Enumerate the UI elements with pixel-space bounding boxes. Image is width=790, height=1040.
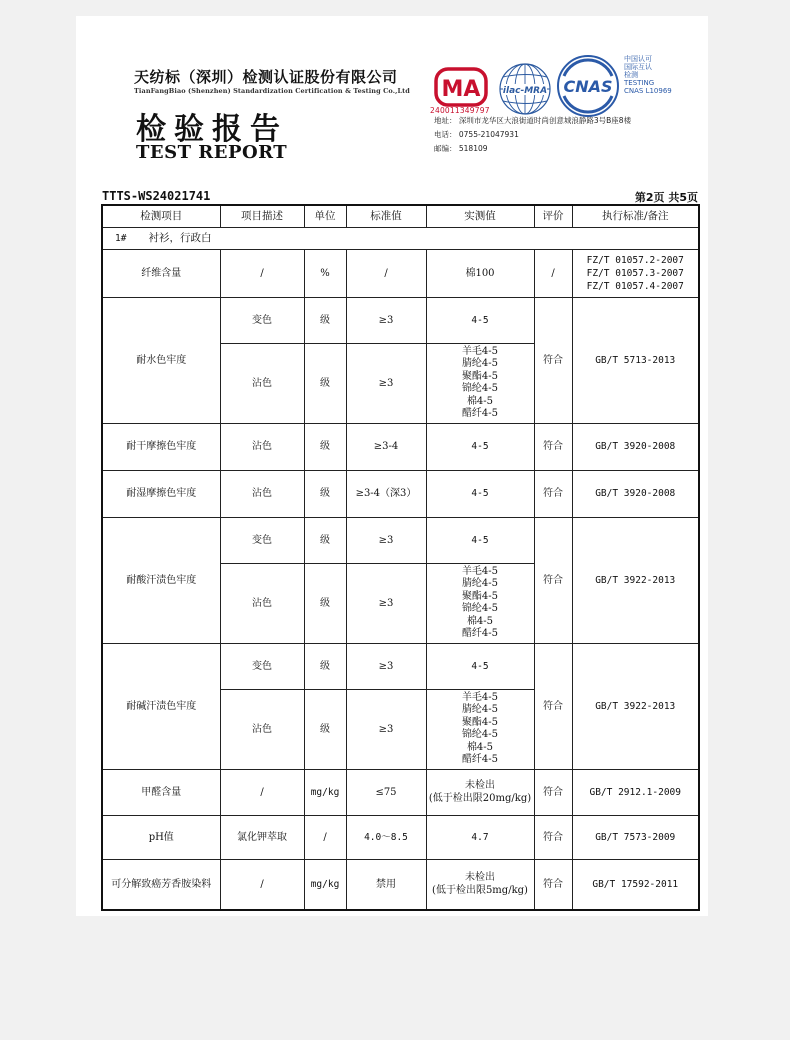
test-item: 耐水色牢度 — [102, 297, 220, 423]
cnas-logo-text: CNAS — [563, 77, 613, 96]
measured-value: 4-5 — [426, 423, 534, 470]
cnas-info — [624, 55, 672, 95]
stain-result: 醋纤4-5 — [461, 408, 499, 419]
standard-value: ≥3-4（深3） — [346, 470, 426, 517]
test-item: 纤维含量 — [102, 249, 220, 297]
page-indicator: 第2页 共5页 — [634, 191, 698, 204]
company-name-cn: 天纺标（深圳）检测认证股份有限公司 — [134, 68, 398, 86]
unit: 级 — [304, 563, 346, 643]
result-line: 未检出 — [465, 780, 495, 791]
test-method: GB/T 3922-2013 — [572, 643, 699, 769]
test-method: GB/T 17592-2011 — [572, 859, 699, 910]
unit: 级 — [304, 517, 346, 563]
item-description: 氯化钾萃取 — [220, 815, 304, 859]
stain-result: 棉4-5 — [466, 615, 494, 627]
cma-number: 240011349797 — [430, 106, 490, 115]
measured-value: 4-5 — [426, 470, 534, 517]
cnas-line: 中国认可 — [624, 55, 652, 63]
evaluation: 符合 — [534, 297, 572, 423]
standard-value: ≥3 — [346, 297, 426, 343]
table-row — [102, 249, 699, 297]
stain-result: 腈纶4-5 — [461, 704, 499, 715]
evaluation: 符合 — [534, 423, 572, 470]
stain-result: 棉4-5 — [466, 395, 494, 407]
measured-value: 4-5 — [426, 297, 534, 343]
method-line: FZ/T 01057.3-2007 — [586, 267, 684, 279]
test-item: 耐碱汗渍色牢度 — [102, 643, 220, 769]
report-number: TTTS-WS24021741 — [102, 189, 211, 203]
test-method: GB/T 3922-2013 — [572, 517, 699, 643]
test-method — [572, 249, 699, 297]
measured-value — [426, 343, 534, 423]
item-description: 沾色 — [220, 423, 304, 470]
test-item: 耐湿摩擦色牢度 — [102, 470, 220, 517]
measured-value — [426, 563, 534, 643]
address: 地址： 深圳市龙华区大浪街道时尚创意城浪静路3号B座8楼 — [434, 116, 632, 125]
evaluation: 符合 — [534, 643, 572, 769]
item-description: 沾色 — [220, 470, 304, 517]
standard-value: ≥3 — [346, 343, 426, 423]
standard-value: ≤75 — [346, 769, 426, 815]
measured-value: 4-5 — [426, 517, 534, 563]
stain-result: 羊毛4-5 — [461, 691, 499, 703]
test-item: 耐干摩擦色牢度 — [102, 423, 220, 470]
phone: 电话： 0755-21047931 — [434, 130, 519, 139]
test-method: GB/T 2912.1-2009 — [572, 769, 699, 815]
cma-logo-icon — [432, 66, 490, 110]
unit: 级 — [304, 297, 346, 343]
stain-result: 聚酯4-5 — [461, 716, 499, 728]
ilac-logo-text: ilac-MRA — [502, 86, 548, 96]
contact-info — [434, 110, 631, 156]
stain-result: 聚酯4-5 — [461, 370, 499, 382]
standard-value: ≥3 — [346, 563, 426, 643]
standard-value: ≥3 — [346, 689, 426, 769]
sample-row — [102, 227, 699, 249]
stain-result: 聚酯4-5 — [461, 590, 499, 602]
test-method: GB/T 3920-2008 — [572, 423, 699, 470]
item-description: / — [220, 249, 304, 297]
unit: 级 — [304, 643, 346, 689]
method-line: FZ/T 01057.2-2007 — [586, 254, 684, 266]
col-header: 执行标准/备注 — [572, 205, 699, 227]
cnas-line: CNAS L10969 — [624, 87, 672, 95]
stain-result: 腈纶4-5 — [461, 578, 499, 589]
sample-info — [102, 227, 699, 249]
unit: / — [304, 815, 346, 859]
test-item: 可分解致癌芳香胺染料 — [102, 859, 220, 910]
col-header: 标准值 — [346, 205, 426, 227]
report-title-cn: 检验报告 — [136, 112, 288, 147]
item-description: / — [220, 769, 304, 815]
measured-value: 棉100 — [426, 249, 534, 297]
evaluation: 符合 — [534, 517, 572, 643]
item-description: 沾色 — [220, 343, 304, 423]
test-results-table — [101, 204, 700, 911]
standard-value: / — [346, 249, 426, 297]
measured-value: 4-5 — [426, 643, 534, 689]
measured-value — [426, 689, 534, 769]
cma-logo-text: MA — [441, 77, 481, 102]
unit: % — [304, 249, 346, 297]
stain-result: 腈纶4-5 — [461, 358, 499, 369]
cnas-line: TESTING — [624, 79, 655, 87]
standard-value: ≥3 — [346, 643, 426, 689]
stain-result: 醋纤4-5 — [461, 754, 499, 765]
test-item: pH值 — [102, 815, 220, 859]
test-method: GB/T 5713-2013 — [572, 297, 699, 423]
stain-result: 羊毛4-5 — [461, 565, 499, 577]
result-line: (低于检出限5mg/kg) — [432, 885, 528, 897]
table-header-row — [102, 205, 699, 227]
stain-result: 棉4-5 — [466, 741, 494, 753]
method-line: FZ/T 01057.4-2007 — [586, 280, 684, 292]
standard-value: ≥3-4 — [346, 423, 426, 470]
evaluation: 符合 — [534, 769, 572, 815]
col-header: 检测项目 — [102, 205, 220, 227]
table-row — [102, 470, 699, 517]
measured-value — [426, 859, 534, 910]
standard-value: 禁用 — [346, 859, 426, 910]
item-description: 沾色 — [220, 563, 304, 643]
measured-value: 4.7 — [426, 815, 534, 859]
cnas-logo-icon — [556, 54, 620, 118]
test-method: GB/T 3920-2008 — [572, 470, 699, 517]
stain-result: 醋纤4-5 — [461, 628, 499, 639]
col-header: 评价 — [534, 205, 572, 227]
unit: 级 — [304, 423, 346, 470]
test-item: 甲醛含量 — [102, 769, 220, 815]
col-header: 实测值 — [426, 205, 534, 227]
sample-number: 1# — [115, 232, 127, 244]
result-line: 未检出 — [465, 872, 495, 884]
company-name-en: TianFangBiao (Shenzhen) Standardization Certification & Testing Co.,Ltd — [134, 87, 410, 95]
unit: 级 — [304, 343, 346, 423]
evaluation: 符合 — [534, 470, 572, 517]
test-method: GB/T 7573-2009 — [572, 815, 699, 859]
item-description: 变色 — [220, 297, 304, 343]
test-item: 耐酸汗渍色牢度 — [102, 517, 220, 643]
stain-result: 锦纶4-5 — [461, 729, 499, 740]
table-row — [102, 423, 699, 470]
table-row — [102, 815, 699, 859]
stain-result: 锦纶4-5 — [461, 603, 499, 614]
report-title-en: TEST REPORT — [136, 142, 288, 163]
sample-description: 衬衫，行政白 — [148, 231, 212, 244]
table-row — [102, 769, 699, 815]
unit: 级 — [304, 470, 346, 517]
stain-result: 羊毛4-5 — [461, 345, 499, 357]
col-header: 单位 — [304, 205, 346, 227]
item-description: / — [220, 859, 304, 910]
evaluation: 符合 — [534, 815, 572, 859]
item-description: 变色 — [220, 643, 304, 689]
standard-value: ≥3 — [346, 517, 426, 563]
cnas-line: 国际互认 — [624, 63, 652, 71]
postcode: 邮编： 518109 — [434, 144, 488, 153]
standard-value: 4.0～8.5 — [346, 815, 426, 859]
evaluation: 符合 — [534, 859, 572, 910]
measured-value — [426, 769, 534, 815]
unit: mg/kg — [304, 769, 346, 815]
unit: 级 — [304, 689, 346, 769]
result-line: (低于检出限20mg/kg) — [428, 793, 532, 804]
table-row — [102, 517, 699, 563]
table-row — [102, 859, 699, 910]
item-description: 变色 — [220, 517, 304, 563]
table-row — [102, 643, 699, 689]
stain-result: 锦纶4-5 — [461, 383, 499, 394]
evaluation: / — [534, 249, 572, 297]
unit: mg/kg — [304, 859, 346, 910]
report-paper — [76, 16, 708, 916]
table-row — [102, 297, 699, 343]
item-description: 沾色 — [220, 689, 304, 769]
col-header: 项目描述 — [220, 205, 304, 227]
cnas-line: 检测 — [624, 71, 638, 79]
